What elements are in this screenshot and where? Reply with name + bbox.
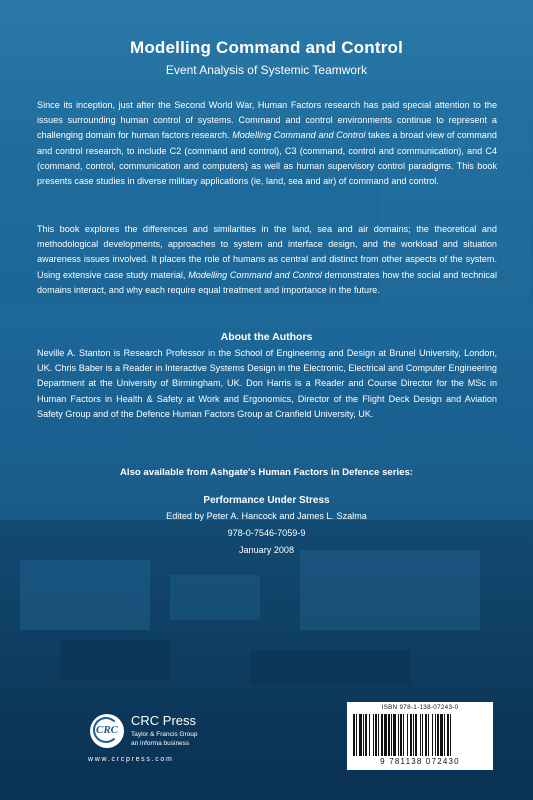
paragraph-1-text-a: Since its inception, just after the Second World War, Human Factors research has paid special attention to the issues surrounding human control of systems. Command and control environments continue to represent a challenging domain for human factors research. [37,100,497,141]
publisher-website: www.crcpress.com [88,756,174,763]
book-subtitle: Event Analysis of Systemic Teamwork [165,63,368,77]
paragraph-1-text-b: takes a broad view of command and control research, to include C2 (command and control), C3 (command, control and communication), and C4 (command, control, communication and computers) as well as human supervisory control paradigms. This book presents case studies in diverse military applications (ie, land, sea and air) of command and control. [37,130,497,187]
barcode-bar [425,714,427,756]
barcode-bar [440,714,443,756]
paragraph-2-text-b: demonstrates how the social and technical domains interact, and why each require equal treatment and importance in the future. [37,269,497,295]
related-book-title: Performance Under Stress [203,495,330,506]
barcode-bar [375,714,377,756]
barcode-bar [435,714,436,756]
paragraph-1-italic-title: Modelling Command and Control [232,130,366,141]
barcode-bar [359,714,362,756]
publisher-tagline: an informa business [131,740,190,747]
barcode-bar [444,714,445,756]
barcode-bar [384,714,387,756]
barcode-bar [428,714,429,756]
barcode-bar [373,714,374,756]
barcode-bar [422,714,423,756]
barcode-bar [400,714,402,756]
barcode-bar [388,714,390,756]
barcode-bar [398,714,399,756]
barcode-bar [447,714,449,756]
barcode-bar [393,714,396,756]
authors-paragraph: Neville A. Stanton is Research Professor in the School of Engineering and Design at Brunel University, London, UK. Chris Baber is a Reader in Interactive Systems Design in the Electronic, Electrical and Computer Engineering Department at the University of Birmingham, UK. Don Harris is a Reader and Course Director for the MSc in Human Factors in Health & Safety at Work and Ergonomics, Director of the Flight Deck Design and Aviation Safety Group and of the Defence Human Factors Group at Cranfield University, UK. [37,348,497,419]
related-book-editors: Edited by Peter A. Hancock and James L. Szalma [166,511,367,521]
barcode-bar [356,714,357,756]
publisher-name: CRC Press [131,713,197,728]
barcode-bar [365,714,367,756]
book-title: Modelling Command and Control [129,38,404,57]
paragraph-2-text-a: This book explores the differences and similarities in the land, sea and air domains; the theoretical and methodological developments, approaches to system and interface design, and the workload and situation awareness issues involved. It places the role of humans as central and distinct from other aspects of the system. Using extensive case study material, [37,224,497,280]
barcode-bar [403,714,404,756]
also-available-heading: Also available from Ashgate's Human Factors in Defence series: [119,467,414,478]
barcode-number: 9 781138 072430 [380,757,460,766]
barcode-bar [420,714,421,756]
barcode-bar [369,714,370,756]
description-paragraph-2 [37,222,497,298]
isbn-barcode [347,702,493,770]
barcode-bar [437,714,439,756]
barcode-isbn-text: ISBN 978-1-138-07243-0 [381,704,459,711]
barcode-bar [363,714,364,756]
paragraph-2-italic-title: Modelling Command and Control [188,269,322,280]
related-book-isbn: 978-0-7546-7059-9 [227,528,306,538]
barcode-bar [391,714,392,756]
barcode-bar [378,714,379,756]
barcode-bar [381,714,383,756]
barcode-bar [432,714,433,756]
barcode-bar [353,714,355,756]
description-paragraph-1 [37,98,497,189]
barcode-bars [353,714,487,756]
barcode-bar [407,714,408,756]
barcode-bar [450,714,451,756]
authors-heading: About the Authors [220,331,313,343]
barcode-bar [410,714,412,756]
publisher-group: Taylor & Francis Group [131,731,198,738]
barcode-bar [415,714,417,756]
barcode-bar [413,714,414,756]
crc-press-logo-icon [90,714,124,748]
related-book-date: January 2008 [238,545,295,555]
logo-text: CRC [95,724,118,736]
